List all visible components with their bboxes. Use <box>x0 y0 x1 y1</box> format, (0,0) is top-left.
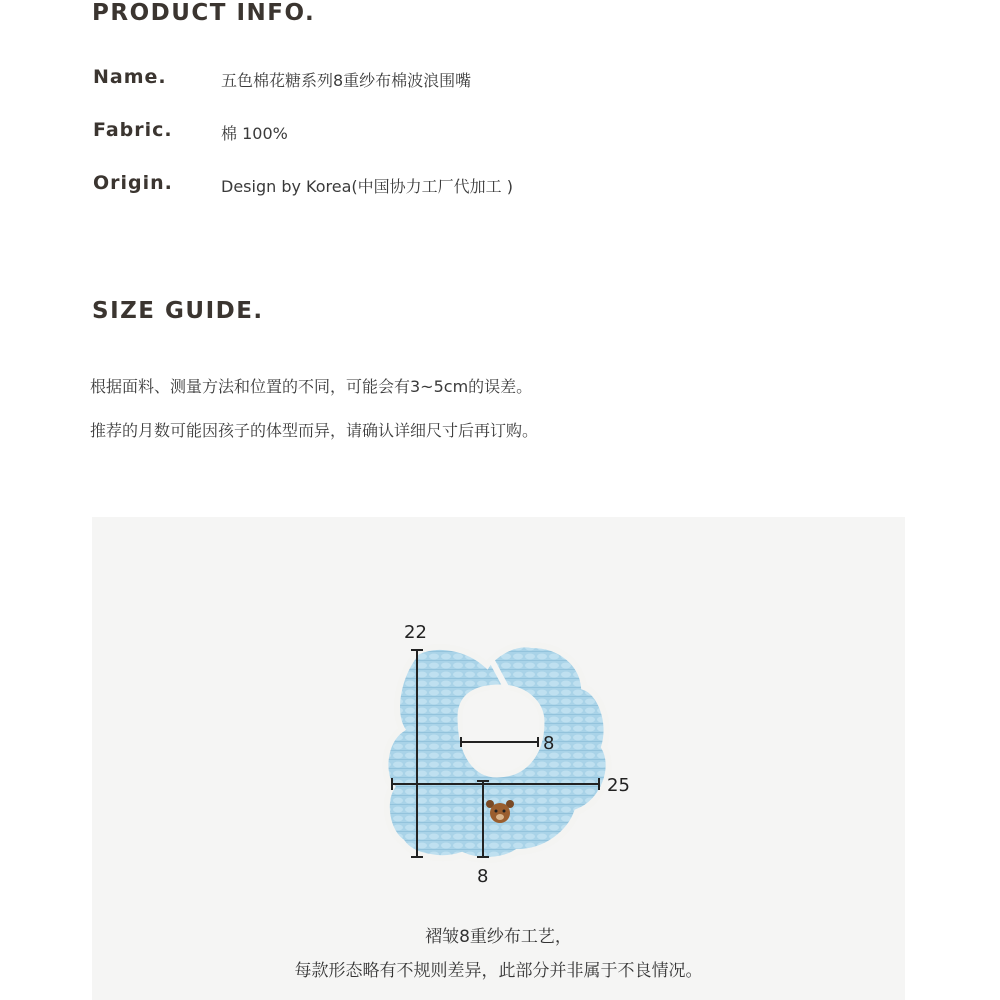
fabric-value: 棉 100% <box>221 124 288 143</box>
bottom-label: 8 <box>477 866 489 887</box>
info-row-origin <box>93 172 913 202</box>
caption-line-2: 每款形态略有不规则差异，此部分并非属于不良情况。 <box>294 961 703 981</box>
product-info-title: PRODUCT INFO. <box>92 0 316 26</box>
caption-line-1: 褶皱8重纱布工艺， <box>425 927 572 947</box>
origin-value: Design by Korea(中国协力工厂代加工 ) <box>221 177 513 196</box>
size-diagram-panel <box>92 517 905 1000</box>
info-row-name <box>93 66 913 96</box>
width-label: 25 <box>607 775 630 796</box>
fabric-label: Fabric. <box>93 119 173 141</box>
neck-width-label: 8 <box>543 733 555 754</box>
name-label: Name. <box>93 66 167 88</box>
size-note-1: 根据面料、测量方法和位置的不同，可能会有3~5cm的误差。 <box>90 377 533 396</box>
name-value: 五色棉花糖系列8重纱布棉波浪围嘴 <box>221 71 472 90</box>
bib-neck-hole <box>460 687 542 775</box>
height-label: 22 <box>404 622 427 643</box>
size-guide-title: SIZE GUIDE. <box>92 298 264 324</box>
info-row-fabric <box>93 119 913 149</box>
size-note-2: 推荐的月数可能因孩子的体型而异，请确认详细尺寸后再订购。 <box>90 421 539 440</box>
origin-label: Origin. <box>93 172 173 194</box>
